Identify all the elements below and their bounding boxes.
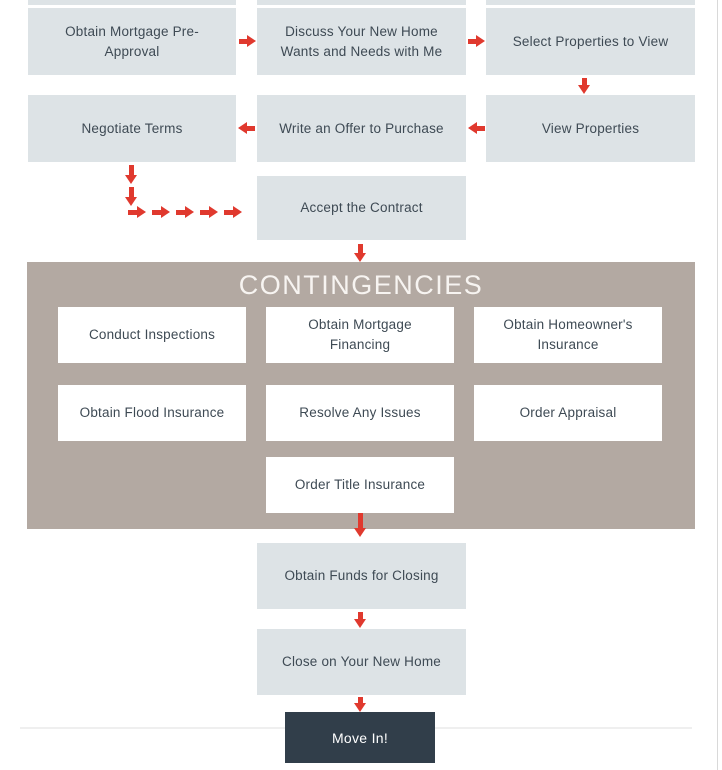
step-label: Obtain Funds for Closing bbox=[284, 568, 439, 584]
contingency-resolve-issues bbox=[266, 385, 454, 441]
step-label: Select Properties to View bbox=[512, 33, 669, 49]
step-label: Discuss Your New Home Wants and Needs with Me bbox=[280, 23, 443, 59]
arrow-right-icon bbox=[152, 206, 170, 218]
step-label: View Properties bbox=[541, 120, 640, 136]
arrow-down-icon bbox=[125, 165, 137, 184]
step-negotiate-terms bbox=[28, 95, 236, 162]
cropped-box-edge bbox=[28, 0, 236, 5]
contingency-mortgage-financing bbox=[266, 307, 454, 363]
arrow-right-icon bbox=[224, 206, 242, 218]
cropped-box-edge bbox=[486, 0, 695, 5]
cropped-box-edge bbox=[257, 0, 466, 5]
arrow-left-icon bbox=[468, 122, 485, 134]
card-label: Conduct Inspections bbox=[88, 327, 216, 343]
arrow-down-icon bbox=[354, 612, 366, 628]
card-label: Order Appraisal bbox=[519, 405, 617, 421]
arrow-down-icon bbox=[578, 78, 590, 94]
step-label: Write an Offer to Purchase bbox=[279, 120, 444, 136]
contingency-flood-insurance bbox=[58, 385, 246, 441]
contingency-homeowners-insurance bbox=[474, 307, 662, 363]
card-label: Obtain Mortgage Financing bbox=[308, 317, 412, 352]
step-label: Move In! bbox=[331, 729, 389, 746]
step-label: Accept the Contract bbox=[300, 200, 423, 216]
contingency-order-appraisal bbox=[474, 385, 662, 441]
arrow-down-icon bbox=[354, 244, 366, 262]
arrow-right-icon bbox=[176, 206, 194, 218]
step-discuss-wants-and-needs bbox=[257, 8, 466, 75]
contingency-title-insurance bbox=[266, 457, 454, 513]
page-edge-line bbox=[717, 0, 718, 770]
step-label: Negotiate Terms bbox=[81, 120, 183, 136]
arrow-right-icon bbox=[239, 35, 256, 47]
step-obtain-funds bbox=[257, 543, 466, 609]
arrow-right-icon bbox=[468, 35, 485, 47]
step-label: Obtain Mortgage Pre-Approval bbox=[65, 23, 199, 59]
contingencies-title: CONTINGENCIES bbox=[238, 270, 484, 300]
arrow-down-icon bbox=[125, 187, 137, 206]
step-close-on-home bbox=[257, 629, 466, 695]
card-label: Order Title Insurance bbox=[294, 477, 426, 493]
arrow-right-icon bbox=[128, 206, 146, 218]
step-obtain-mortgage-pre-approval bbox=[28, 8, 236, 75]
step-accept-contract bbox=[257, 176, 466, 240]
step-write-offer bbox=[257, 95, 466, 162]
arrow-down-icon bbox=[354, 513, 366, 537]
card-label: Obtain Homeowner's Insurance bbox=[503, 317, 633, 352]
card-label: Resolve Any Issues bbox=[299, 405, 421, 421]
contingency-conduct-inspections bbox=[58, 307, 246, 363]
step-move-in bbox=[285, 712, 435, 763]
arrow-down-icon bbox=[354, 697, 366, 712]
card-label: Obtain Flood Insurance bbox=[79, 405, 225, 421]
arrow-right-icon bbox=[200, 206, 218, 218]
step-select-properties bbox=[486, 8, 695, 75]
contingencies-panel bbox=[27, 262, 695, 529]
step-label: Close on Your New Home bbox=[282, 654, 441, 670]
step-view-properties bbox=[486, 95, 695, 162]
arrow-left-icon bbox=[238, 122, 255, 134]
